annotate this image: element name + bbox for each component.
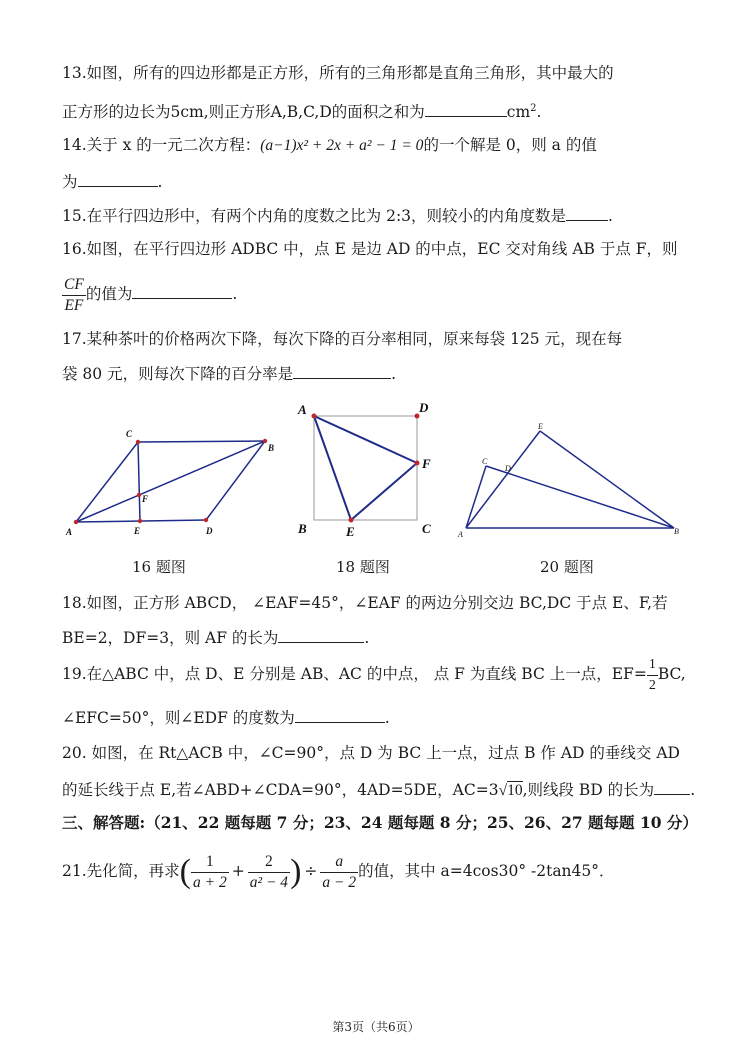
q21-prefix: 21.先化简，再求	[62, 862, 180, 880]
q14-answer-blank	[78, 170, 158, 187]
q16-frac-num: CF	[62, 275, 86, 296]
q18-line2	[62, 626, 369, 649]
q21-f1-den: a + 2	[192, 873, 227, 891]
caption-fig20: 20 题图	[540, 558, 594, 576]
fig18-label-d: D	[419, 400, 429, 415]
q20-line1: 20. 如图，在 Rt△ACB 中，∠C=90°，点 D 为 BC 上一点，过点 B 作 AD 的垂线交 AD	[62, 744, 680, 762]
q16-answer-blank	[132, 282, 232, 299]
q14-line2-text: 为	[62, 173, 78, 191]
q21-fraction-2	[248, 852, 290, 893]
q14-line1	[62, 134, 597, 157]
q19-answer-blank	[295, 706, 385, 723]
fig16-segment-ce	[138, 442, 140, 521]
fig20-segment-eb	[540, 431, 674, 528]
q18-end: .	[364, 629, 370, 647]
q19-frac-num: 1	[647, 655, 658, 676]
q21-f3-num: a	[320, 852, 358, 873]
fig20-label-e: E	[538, 422, 543, 431]
fig20-label-c: C	[482, 457, 488, 466]
q21-line	[62, 846, 615, 897]
q19-frac-den: 2	[648, 677, 656, 693]
q19-line2	[62, 706, 390, 729]
fig18-square	[314, 416, 417, 520]
caption-fig16: 16 题图	[132, 558, 186, 576]
q13-line2	[62, 98, 541, 123]
fig16-edge-ac	[76, 442, 138, 522]
q21-divide: ÷	[304, 862, 318, 880]
q15-answer-blank	[566, 204, 608, 221]
q17-text: 袋 80 元，则每次下降的百分率是	[62, 365, 294, 383]
q17-line2	[62, 362, 396, 385]
fig20-edge-ac	[466, 466, 486, 528]
q21-fraction-1	[191, 852, 229, 893]
page-footer: 第3页（共6页）	[332, 1020, 420, 1034]
q20-sqrt-sign: √	[498, 782, 508, 799]
q14-suffix: 的一个解是 0，则 a 的值	[423, 136, 597, 154]
fig16-label-a: A	[66, 527, 73, 537]
figure-20	[456, 418, 686, 543]
q17-end: .	[391, 365, 397, 383]
q13-answer-blank	[425, 100, 507, 117]
q20-line2	[62, 778, 695, 802]
q16-line1: 16.如图，在平行四边形 ADBC 中，点 E 是边 AD 的中点，EC 交对角线 AB 于点 F，则	[62, 240, 678, 258]
q16-frac-den: EF	[64, 296, 84, 314]
q13-end: .	[536, 103, 542, 122]
q14-line2	[62, 170, 162, 193]
fig18-segment-ef	[351, 463, 417, 520]
q19-line2-text: ∠EFC=50°，则∠EDF 的度数为	[62, 709, 295, 727]
fig20-edge-cb	[486, 466, 674, 528]
q13-unit-sup: 2	[530, 103, 537, 114]
q16-fraction	[62, 275, 86, 316]
fig18-label-e: E	[346, 524, 355, 539]
q20-answer-blank	[654, 778, 690, 795]
fig16-label-d: D	[206, 526, 213, 536]
q17-line1: 17.某种茶叶的价格两次下降，每次下降的百分率相同，原来每袋 125 元，现在每	[62, 330, 623, 348]
fig16-label-c: C	[126, 429, 133, 439]
figure-16	[60, 420, 280, 550]
q17-answer-blank	[293, 362, 391, 379]
q19-line1	[62, 652, 686, 696]
q18-answer-blank	[278, 626, 364, 643]
q13-unit: cm	[506, 103, 531, 122]
caption-fig18: 18 题图	[336, 558, 390, 576]
q21-right-paren: )	[290, 853, 302, 890]
q21-fraction-3	[320, 852, 358, 893]
q15-text: 15.在平行四边形中，有两个内角的度数之比为 2:3，则较小的内角度数是	[62, 207, 567, 225]
fig18-label-a: A	[298, 402, 307, 417]
fig20-label-a: A	[458, 530, 463, 539]
fig16-label-e: E	[134, 526, 141, 536]
q21-f3-den: a − 2	[322, 873, 357, 891]
q21-f1-num: 1	[191, 852, 229, 873]
q18-line1: 18.如图，正方形 ABCD， ∠EAF=45°，∠EAF 的两边分别交边 BC,DC 于点 E、F,若	[62, 594, 668, 612]
q13-line1: 13.如图，所有的四边形都是正方形，所有的三角形都是直角三角形，其中最大的	[62, 64, 614, 82]
q21-plus: +	[231, 862, 245, 880]
q21-left-paren: (	[179, 853, 191, 890]
q20-end: .	[690, 781, 696, 799]
fig20-label-b: B	[674, 527, 679, 536]
q19-fraction	[647, 655, 658, 696]
q16-end: .	[232, 285, 238, 303]
fig16-label-f: F	[142, 494, 149, 504]
q14-end: .	[157, 173, 163, 191]
fig18-segment-ae	[314, 416, 351, 520]
section3-title: 三、解答题:（21、22 题每题 7 分；23、24 题每题 8 分；25、26、27 题每题 10 分）	[62, 813, 698, 832]
fig18-label-f: F	[422, 456, 431, 471]
q13-text: 正方形的边长为5cm,则正方形A,B,C,D的面积之和为	[62, 103, 425, 122]
figure-18	[292, 398, 442, 543]
q19-line1-end: BC,	[657, 665, 686, 683]
q20-sqrt-value: 10	[507, 782, 523, 799]
q20-text: 的延长线于点 E,若∠ABD+∠CDA=90°，4AD=5DE，AC=3	[62, 781, 499, 799]
q21-suffix: 的值，其中 a=4cos30° -2tan45°．	[358, 862, 615, 880]
fig18-label-b: B	[298, 521, 307, 536]
q21-f2-den: a² − 4	[249, 873, 289, 891]
q16-text: 的值为	[85, 285, 133, 303]
fig20-label-d: D	[505, 464, 511, 473]
q18-text: BE=2，DF=3，则 AF 的长为	[62, 629, 279, 647]
q14-prefix: 14.关于 x 的一元二次方程：	[62, 136, 261, 154]
fig18-label-c: C	[422, 521, 431, 536]
q15-line	[62, 204, 613, 227]
q19-end: .	[384, 709, 390, 727]
q20-line2-end: ,则线段 BD 的长为	[522, 781, 655, 799]
fig16-edge-cb	[138, 441, 265, 442]
q21-f2-num: 2	[248, 852, 290, 873]
q16-line2	[62, 272, 237, 316]
q14-equation: (a−1)x² + 2x + a² − 1 = 0	[260, 137, 424, 154]
fig16-label-b: B	[268, 443, 275, 453]
fig18-segment-af	[314, 416, 417, 463]
q15-end: .	[608, 207, 613, 225]
q19-text: 19.在△ABC 中，点 D、E 分别是 AB、AC 的中点， 点 F 为直线 BC 上一点，EF=	[62, 665, 647, 683]
fig16-diagonal-ab	[76, 441, 265, 522]
